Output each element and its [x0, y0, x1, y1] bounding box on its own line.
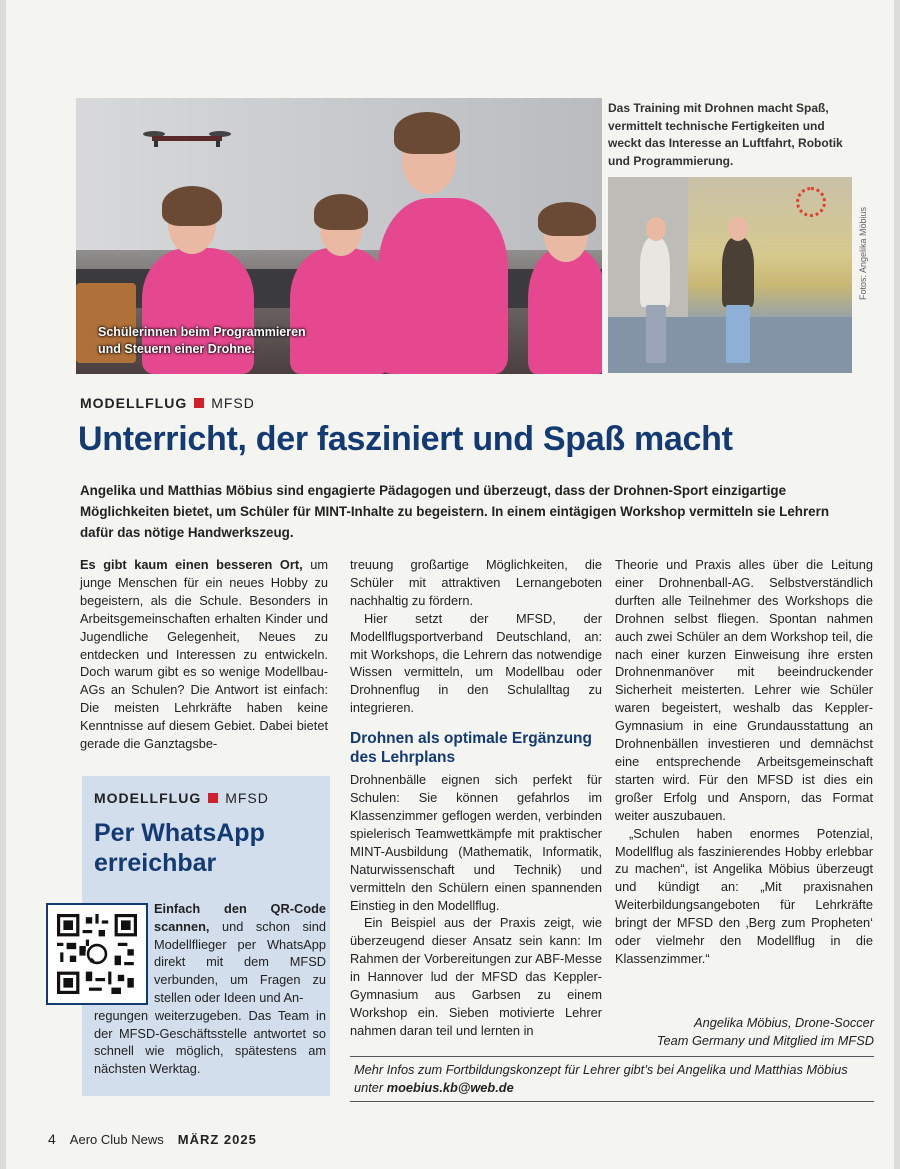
- student-legs: [646, 305, 666, 363]
- student-head: [728, 217, 748, 241]
- student-shape: [528, 248, 602, 374]
- red-square-icon: [208, 793, 218, 803]
- footnote-text: Mehr Infos zum Fortbildungskonzept für Lehrer gibt’s bei Angelika und Matthias Möbius unter: [354, 1062, 848, 1095]
- article-headline: Unterricht, der fasziniert und Spaß macht: [78, 420, 733, 458]
- student-hair: [394, 112, 460, 154]
- page-footer: [48, 1131, 257, 1147]
- publication-name: Aero Club News: [69, 1132, 164, 1147]
- drone-ball-icon: [796, 187, 826, 217]
- whatsapp-qr-code[interactable]: [46, 903, 148, 1005]
- info-footnote: [350, 1056, 874, 1102]
- main-photo-caption: [98, 324, 306, 358]
- issue-date: MÄRZ 2025: [177, 1132, 257, 1147]
- infobox-title: Per WhatsApp erreichbar: [94, 819, 265, 877]
- author-signature: [606, 1014, 874, 1050]
- kicker-light: MFSD: [211, 395, 255, 411]
- side-photo: [608, 177, 852, 373]
- student-hair: [314, 194, 368, 230]
- intro-text: um junge Menschen für ein neues Hobby zu begeistern, als die Schule. Besonders in Arbeitsgemeinschaften erhalten Kinder und Jugendliche Gelegenheit, Neues zu entdecken und Interessen zu entwickeln. Doch warum gibt es so wenige Modellbau-AGs an Schulen? Die Antwort ist einfach: Die meisten Lehrkräfte haben keine Kenntnisse auf diesem Gebiet. Dabei bietet gerade die Ganztagsbe-: [80, 557, 328, 752]
- paragraph: Theorie und Praxis alles über die Leitung einer Drohnenball-AG. Selbstverständlich durften alle Teilnehmer des Workshops die Drohnen selbst fliegen. Spontan nahmen auch zwei Schüler an dem Workshop teil, die nach einer kurzen Einweisung ihre ersten Drohnenmanöver mit beeindruckender Sicherheit meisterten. Lehrer wie Schüler waren begeistert, weshalb das Keppler-Gymnasium in eine Grundausstattung an Drohnenbällen investieren und demnächst eine entsprechende Arbeitsgemeinschaft starten wird. Für den MFSD ist dies ein großer Erfolg und Ansporn, das Format weiter auszubauen.: [615, 557, 873, 823]
- paragraph: Drohnenbälle eignen sich perfekt für Schulen: Sie können gefahrlos im Klassenzimmer geflogen werden, verbinden spielerisch Teamwettkämpfe mit praktischer MINT-Ausbildung (Mathematik, Informatik, Naturwissenschaft und Technik) und vermitteln den Schülern einen spannenden Einstieg in den Modellflug.: [350, 772, 602, 913]
- infobox-text: und schon sind Modellflieger per WhatsApp direkt mit dem MFSD verbunden, um Fragen zu stellen oder Ideen und An-: [154, 918, 326, 1005]
- article-column-1: [80, 556, 328, 753]
- student-hair: [162, 186, 222, 226]
- student-hair: [538, 202, 596, 236]
- paragraph: treuung großartige Möglichkeiten, die Schüler mit attraktiven Lernangeboten nachhaltig zu fördern.: [350, 557, 602, 608]
- student-shape: [722, 237, 754, 307]
- infobox-kicker: [94, 790, 269, 806]
- student-legs: [726, 305, 750, 363]
- student-shape: [640, 237, 670, 307]
- student-shape: [378, 198, 508, 374]
- article-column-3: [615, 556, 873, 968]
- drone-icon: [142, 128, 232, 148]
- kicker-bold: MODELLFLUG: [94, 790, 202, 806]
- kicker-bold: MODELLFLUG: [80, 395, 188, 411]
- article-column-2: [350, 556, 602, 1040]
- caption-line: Schülerinnen beim Programmieren: [98, 325, 306, 339]
- infobox-text-full: regungen weiterzugeben. Das Team in der MFSD-Geschäftsstelle antwortet so schnell wie möglich, spätestens am nächsten Werktag.: [94, 1007, 326, 1077]
- paragraph: Hier setzt der MFSD, der Modellflugsportverband Deutschland, an: mit Workshops, die Lehrern das notwendige Wissen vermitteln, um Modellbau oder Drohnenflug in den Schulalltag zu integrieren.: [350, 610, 602, 716]
- side-photo-caption: Das Training mit Drohnen macht Spaß, vermittelt technische Fertigkeiten und weckt das Interesse an Luftfahrt, Robotik und Programmierung.: [608, 101, 843, 168]
- paragraph: „Schulen haben enormes Potenzial, Modellflug als faszinierendes Hobby erlebbar zu machen“, ist Angelika Möbius überzeugt und kündigt an: „Mit praxisnahen Weiterbildungsangeboten für Lehrkräfte bringt der MFSD den ‚Berg zum Propheten‘ oder vielmehr den Modellflug in die Klassenzimmer.“: [615, 825, 873, 966]
- paragraph: [80, 556, 328, 753]
- paragraph: Ein Beispiel aus der Praxis zeigt, wie überzeugend dieser Ansatz sein kann: Im Rahmen der Vorbereitungen zur ABF-Messe in Hannover lud der MFSD das Keppler-Gymnasium aus Garbsen zu einem Workshop ein. Sieben motivierte Lehrer nahmen daran teil und lernten in: [350, 915, 602, 1038]
- kicker-light: MFSD: [225, 790, 269, 806]
- page-number: 4: [48, 1131, 56, 1147]
- magazine-page: [6, 0, 894, 1169]
- article-lead: Angelika und Matthias Möbius sind engagierte Pädagogen und überzeugt, dass der Drohnen-Sport einzigartige Möglichkeiten bietet, um Schüler für MINT-Inhalte zu begeistern. In einem eintägigen Workshop vermitteln sie Lehrern dafür das nötige Handwerkszeug.: [80, 483, 830, 540]
- red-square-icon: [194, 398, 204, 408]
- signature-line: Team Germany und Mitglied im MFSD: [656, 1033, 874, 1048]
- main-photo: [76, 98, 602, 374]
- article-kicker: [80, 395, 255, 411]
- signature-line: Angelika Möbius, Drone-Soccer: [694, 1015, 874, 1030]
- student-head: [646, 217, 666, 241]
- photo-credit: Fotos: Angelika Möbius: [858, 206, 868, 300]
- qr-code-icon: [57, 914, 137, 994]
- infobox-bold-lead: Einfach den QR-Code scannen,: [154, 901, 326, 934]
- section-subhead: Drohnen als optimale Ergänzung des Lehrplans: [350, 730, 592, 767]
- intro-bold: Es gibt kaum einen besseren Ort,: [80, 557, 303, 572]
- caption-line: und Steuern einer Drohne.: [98, 342, 255, 356]
- contact-email[interactable]: moebius.kb@web.de: [386, 1080, 514, 1095]
